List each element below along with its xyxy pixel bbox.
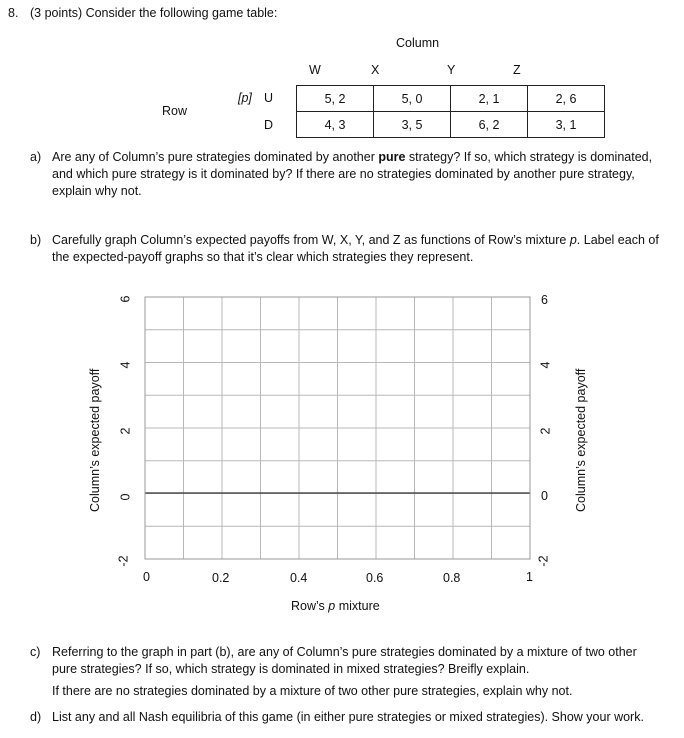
row-probability-label: [p] [238, 91, 252, 105]
column-label-z: Z [513, 63, 521, 77]
part-a-line-2: and which pure strategy is it dominated by? If there are no strategies dominated by another pure strategy, [52, 167, 635, 181]
part-b-letter: b) [30, 233, 42, 247]
y-axis-title-left: Column’s expected payoff [88, 368, 102, 512]
column-player-title: Column [396, 36, 440, 50]
question-header: (3 points) Consider the following game table: [30, 6, 278, 20]
row-label-u: U [264, 91, 274, 105]
x-tick: 0.2 [212, 571, 230, 585]
y-tick-left: 2 [118, 427, 133, 435]
part-c-line-2: pure strategies? If so, which strategy is dominated in mixed strategies? Breifly explain. [52, 662, 530, 676]
payoff-cell: 3, 5 [374, 112, 451, 138]
y-tick-left: 0 [118, 493, 133, 501]
payoff-cell: 5, 0 [374, 86, 451, 112]
part-a-line-3: explain why not. [52, 184, 142, 198]
column-label-y: Y [447, 63, 456, 77]
payoff-cell: 4, 3 [297, 112, 374, 138]
payoff-cell: 5, 2 [297, 86, 374, 112]
x-tick: 0 [143, 570, 150, 584]
y-tick-right: 6 [541, 293, 548, 307]
x-tick: 1 [526, 570, 533, 584]
row-label-d: D [264, 118, 274, 132]
row-player-title: Row [162, 104, 188, 118]
x-tick: 0.8 [443, 571, 461, 585]
part-b-line-2: the expected-payoff graphs so that it’s clear which strategies they represent. [52, 250, 474, 264]
payoff-cell: 6, 2 [451, 112, 528, 138]
part-d-line-1: List any and all Nash equilibria of this game (in either pure strategies or mixed strategies). Show your work. [52, 710, 644, 724]
y-tick-right: 4 [538, 361, 553, 369]
part-c-line-1: Referring to the graph in part (b), are any of Column’s pure strategies dominated by a mixture of two other [52, 645, 637, 659]
question-number: 8. [8, 6, 19, 20]
payoff-cell: 2, 6 [528, 86, 605, 112]
part-c-letter: c) [30, 645, 41, 659]
y-tick-right: -2 [536, 555, 551, 567]
y-tick-right: 2 [538, 427, 553, 435]
part-c-text [52, 644, 637, 700]
column-label-w: W [309, 63, 321, 77]
y-tick-left: 4 [118, 361, 133, 369]
y-tick-left: 6 [118, 295, 133, 303]
payoff-cell: 3, 1 [528, 112, 605, 138]
x-axis-title: Row’s p mixture [291, 599, 380, 613]
y-tick-left: -2 [116, 555, 131, 567]
part-b-line-1: Carefully graph Column’s expected payoffs from W, X, Y, and Z as functions of Row’s mixture p. Label each of [52, 233, 659, 247]
x-tick: 0.4 [290, 571, 308, 585]
part-c-line-3: If there are no strategies dominated by a mixture of two other pure strategies, explain why not. [52, 684, 573, 698]
y-axis-title-right: Column’s expected payoff [574, 368, 588, 512]
part-d-letter: d) [30, 710, 42, 724]
payoff-cell: 2, 1 [451, 86, 528, 112]
x-tick: 0.6 [366, 571, 384, 585]
part-a-line-1: Are any of Column’s pure strategies dominated by another pure strategy? If so, which strategy is dominated, [52, 150, 653, 164]
column-label-x: X [371, 63, 380, 77]
y-tick-right: 0 [541, 489, 548, 503]
part-a-letter: a) [30, 150, 42, 164]
